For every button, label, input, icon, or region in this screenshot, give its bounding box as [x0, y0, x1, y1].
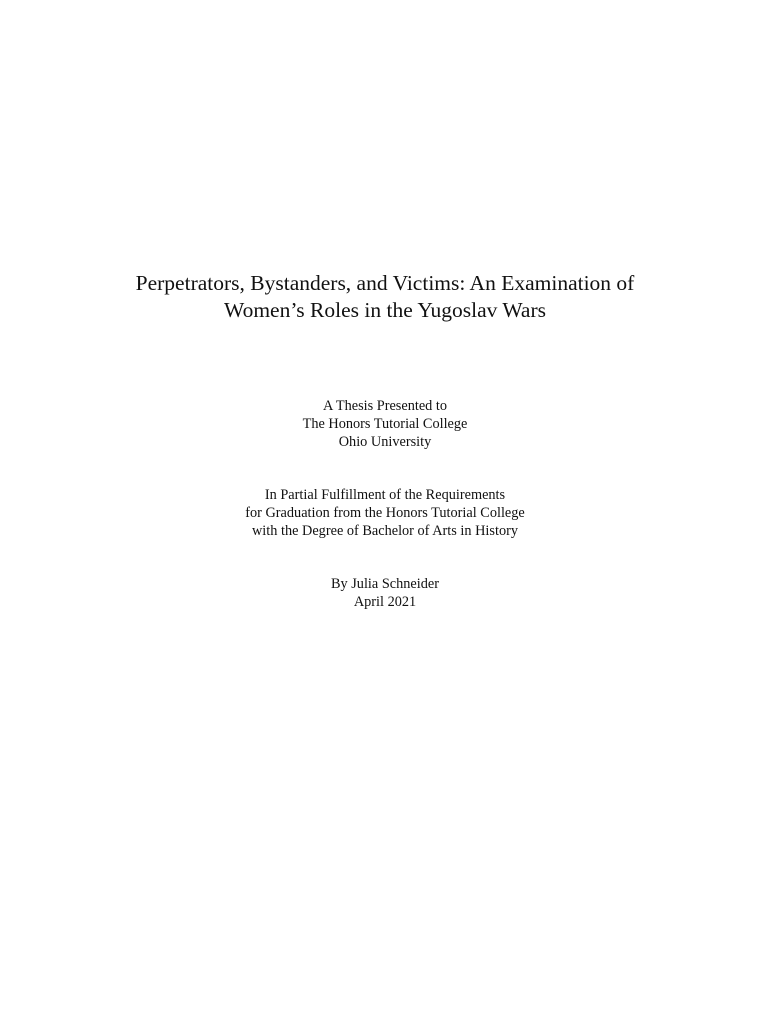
author-block — [0, 575, 770, 611]
thesis-title-line-1: Perpetrators, Bystanders, and Victims: An Examination of — [135, 271, 635, 295]
fulfillment-block — [0, 486, 770, 540]
fulfillment-line-2: for Graduation from the Honors Tutorial College — [245, 505, 525, 521]
presented-to-block — [0, 397, 770, 451]
submission-date: April 2021 — [353, 594, 417, 610]
thesis-title-line-2: Women’s Roles in the Yugoslav Wars — [224, 298, 546, 322]
degree-line: with the Degree of Bachelor of Arts in History — [251, 523, 518, 539]
fulfillment-line-1: In Partial Fulfillment of the Requirements — [264, 487, 506, 503]
author-name: By Julia Schneider — [330, 576, 439, 592]
thesis-title — [0, 270, 770, 324]
presented-to-line: A Thesis Presented to — [322, 398, 448, 414]
college-name: The Honors Tutorial College — [302, 416, 468, 432]
university-name: Ohio University — [338, 434, 432, 450]
